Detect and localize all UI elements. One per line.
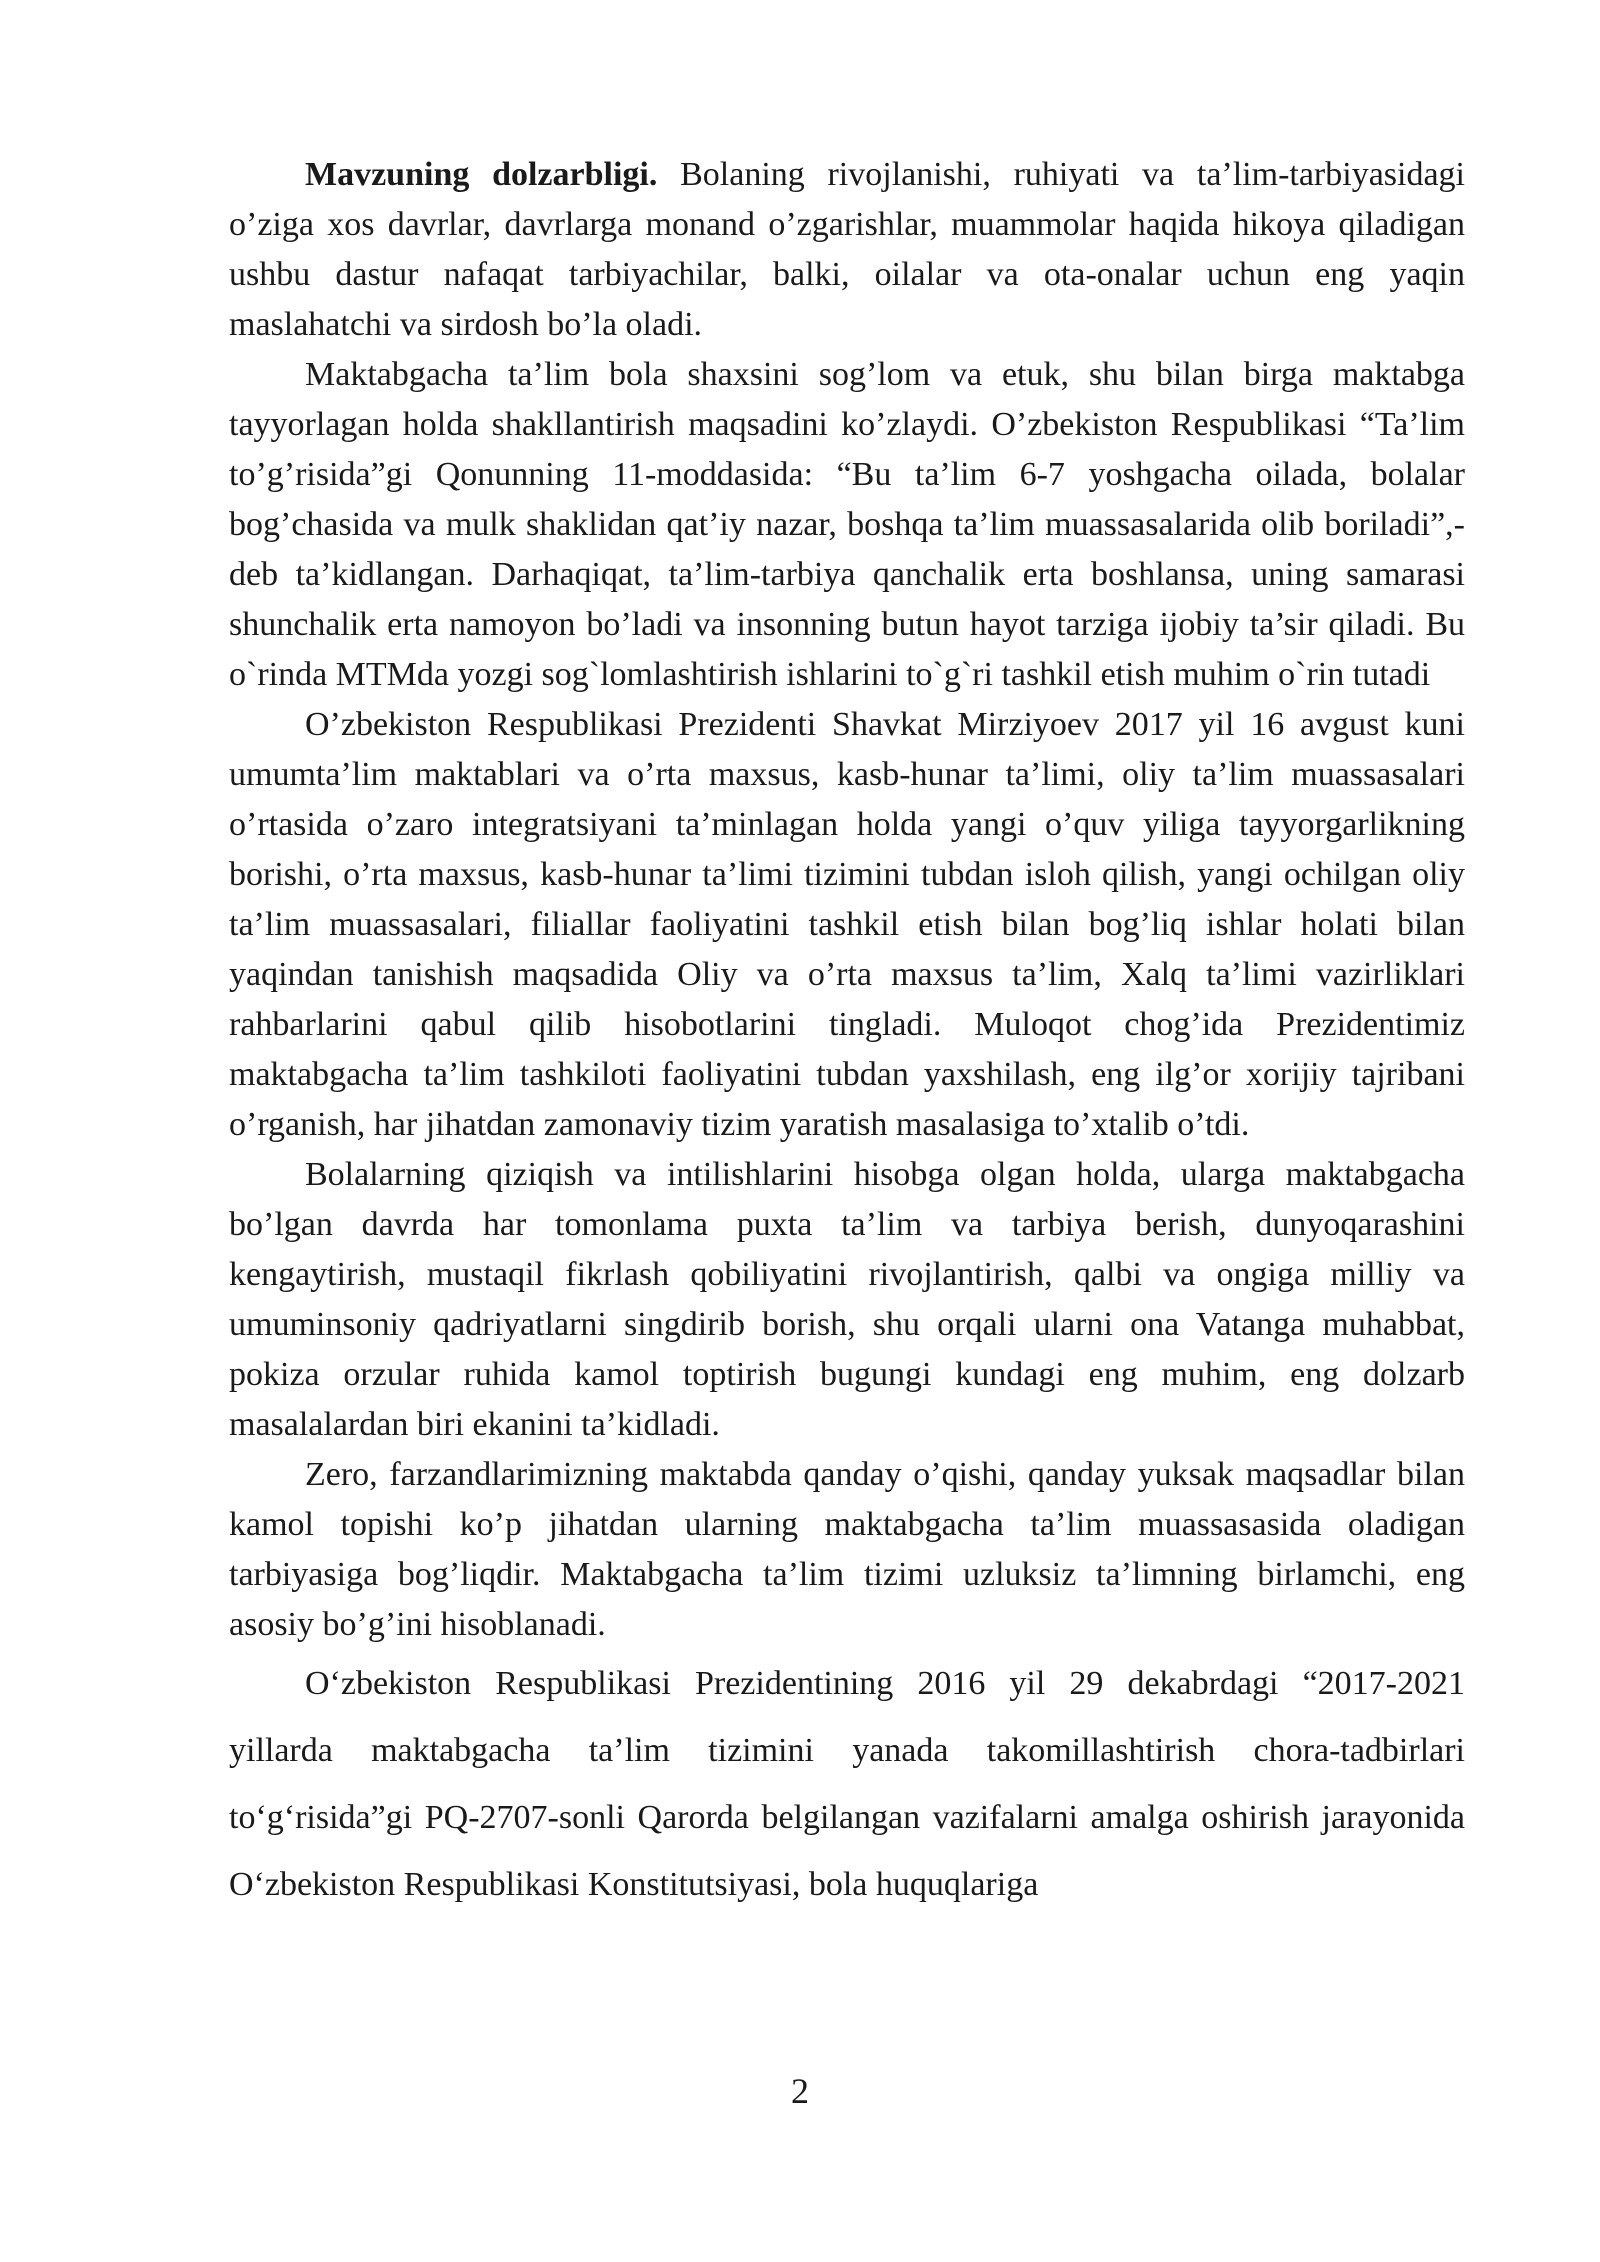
paragraph-children-interests: Bolalarning qiziqish va intilishlarini hisobga olgan holda, ularga maktabgacha bo’lgan davrda har tomonlama puxta ta’lim va tarbiya berish, dunyoqarashini kengaytirish, mustaqil fikrlash qobiliyatini rivojlantirish, qalbi va ongiga milliy va umuminsoniy qadriyatlarni singdirib borish, shu orqali ularni ona Vatanga muhabbat, pokiza orzular ruhida kamol toptirish bugungi kundagi eng muhim, eng dolzarb masalalardan biri ekanini ta’kidladi. [229, 1156, 1465, 1443]
paragraph-preschool-education: Maktabgacha ta’lim bola shaxsini sog’lom va etuk, shu bilan birga maktabga tayyorlagan holda shakllantirish maqsadini ko’zlaydi. O’zbekiston Respublikasi “Ta’lim to’g’risida”gi Qonunning 11-moddasida: “Bu ta’lim 6-7 yoshgacha oilada, bolalar bog’chasida va mulk shaklidan qat’iy nazar, boshqa ta’lim muassasalarida olib boriladi”,- deb ta’kidlangan. Darhaqiqat, ta’lim-tarbiya qanchalik erta boshlansa, uning samarasi shunchalik erta namoyon bo’ladi va insonning butun hayot tarziga ijobiy ta’sir qiladi. Bu o`rinda MTMda yozgi sog`lomlashtirish ishlarini to`g`ri tashkil etish muhim o`rin tutadi [229, 356, 1465, 693]
paragraph-text: Bolaning rivojlanishi, ruhiyati va ta’lim-tarbiyasidagi o’ziga xos davrlar, davrlarga monand o’zgarishlar, muammolar haqida hikoya qiladigan ushbu dastur nafaqat tarbiyachilar, balki, oilalar va ota-onalar uchun eng yaqin maslahatchi va sirdosh bo’la oladi. [229, 156, 1466, 343]
paragraph-presidential-decree: O‘zbekiston Respublikasi Prezidentining 2016 yil 29 dekabrdagi “2017-2021 yillarda maktabgacha ta’lim tizimini yanada takomillashtirish chora-tadbirlari to‘g‘risida”gi PQ-2707-sonli Qarorda belgilangan vazifalarni amalga oshirish jarayonida O‘zbekiston Respublikasi Konstitutsiyasi, bola huquqlariga [229, 1665, 1465, 1903]
paragraph-education-system: Zero, farzandlarimizning maktabda qanday o’qishi, qanday yuksak maqsadlar bilan kamol topishi ko’p jihatdan ularning maktabgacha ta’lim muassasasida oladigan tarbiyasiga bog’liqdir. Maktabgacha ta’lim tizimi uzluksiz ta’limning birlamchi, eng asosiy bo’g’ini hisoblanadi. [229, 1456, 1465, 1643]
page-number: 2 [791, 2071, 809, 2111]
paragraph-president-meeting: O’zbekiston Respublikasi Prezidenti Shavkat Mirziyoev 2017 yil 16 avgust kuni umumta’lim maktablari va o’rta maxsus, kasb-hunar ta’limi, oliy ta’lim muassasalari o’rtasida o’zaro integratsiyani ta’minlagan holda yangi o’quv yiliga tayyorgarlikning borishi, o’rta maxsus, kasb-hunar ta’limi tizimini tubdan isloh qilish, yangi ochilgan oliy ta’lim muassasalari, filiallar faoliyatini tashkil etish bilan bog’liq ishlar holati bilan yaqindan tanishish maqsadida Oliy va o’rta maxsus ta’lim, Xalq ta’limi vazirliklari rahbarlarini qabul qilib hisobotlarini tingladi. Muloqot chog’ida Prezidentimiz maktabgacha ta’lim tashkiloti faoliyatini tubdan yaxshilash, eng ilg’or xorijiy tajribani o’rganish, har jihatdan zamonaviy tizim yaratish masalasiga to’xtalib o’tdi. [229, 706, 1465, 1143]
section-heading: Mavzuning dolzarbligi. [305, 156, 658, 193]
paragraph-topic-relevance [229, 150, 1465, 350]
document-body [229, 150, 1465, 1918]
